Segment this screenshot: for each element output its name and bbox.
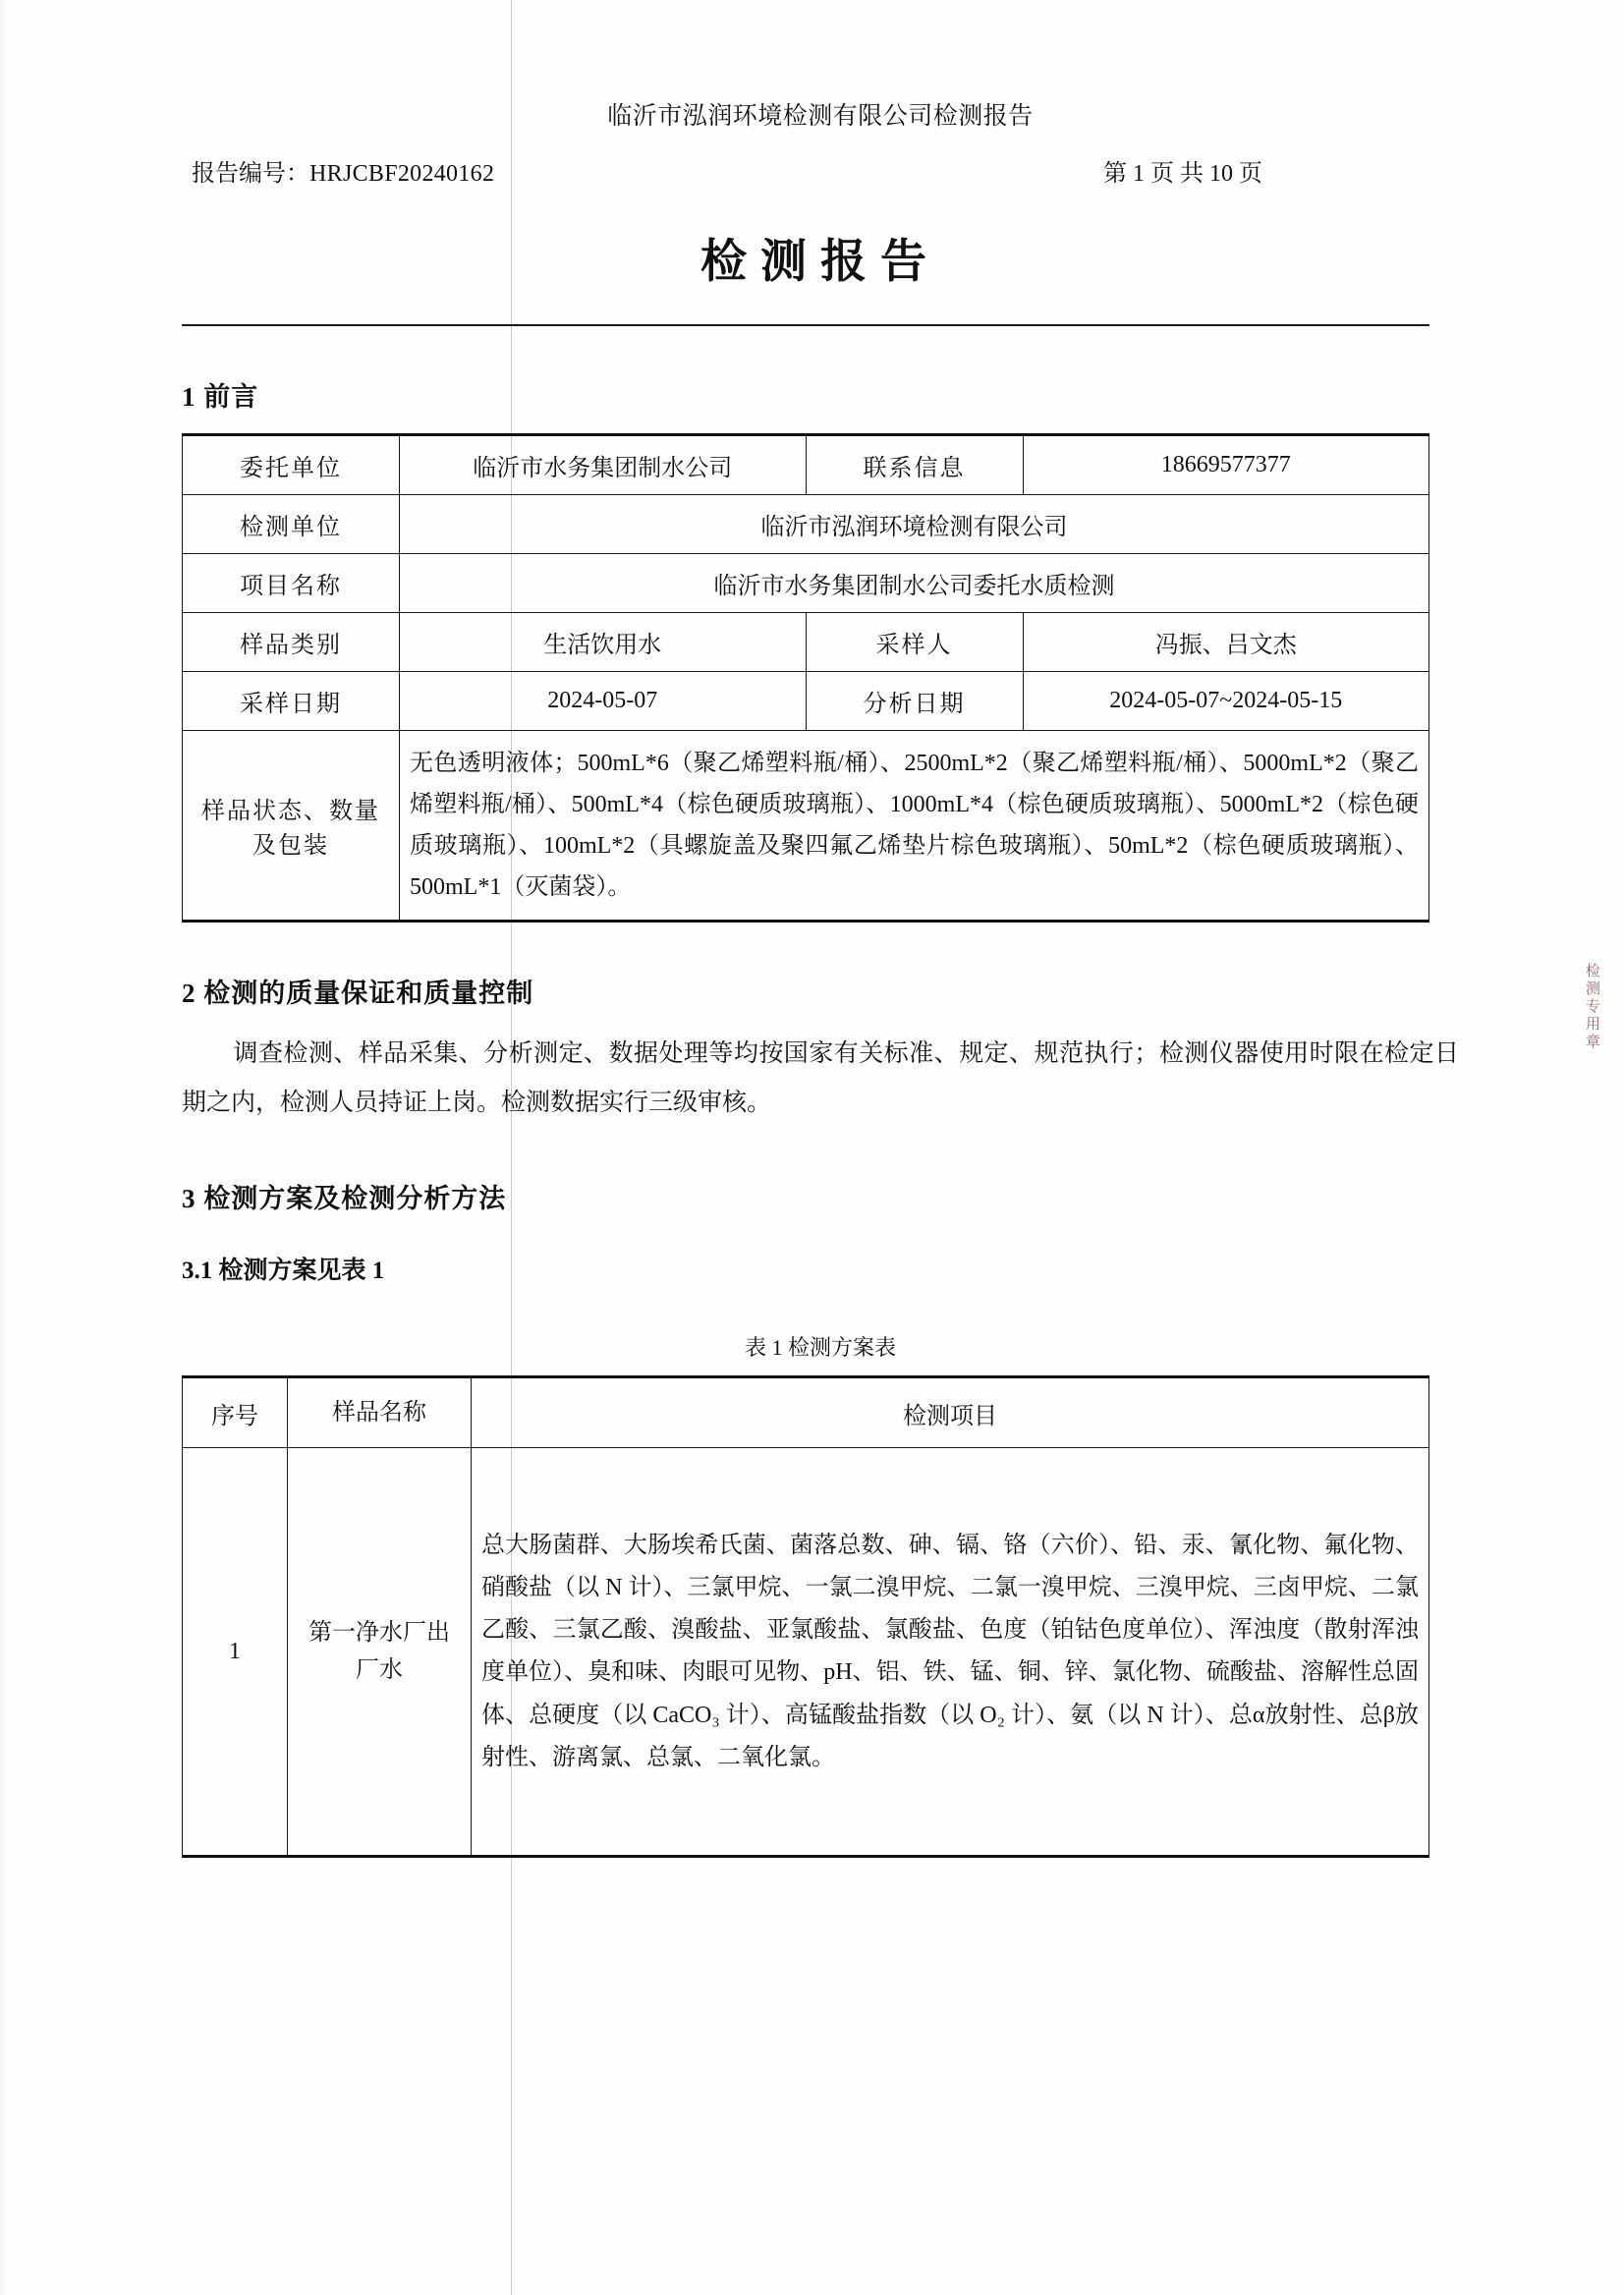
report-number-block — [192, 153, 494, 188]
info-value-sample-type: 生活饮用水 — [400, 613, 807, 672]
info-label-analysis-date: 分析日期 — [806, 672, 1023, 731]
subsection-heading-plan-table: 3.1 检测方案见表 1 — [182, 1258, 385, 1284]
info-value-contact: 18669577377 — [1023, 435, 1429, 495]
info-label-sample-status: 样品状态、数量及包装 — [183, 731, 400, 922]
qa-paragraph-text: 调查检测、样品采集、分析测定、数据处理等均按国家有关标准、规定、规范执行；检测仪器使用时限在检定日期之内，检测人员持证上岗。检测数据实行三级审核。 — [182, 1040, 1459, 1116]
section-heading-plan: 3 检测方案及检测分析方法 — [182, 1184, 507, 1213]
table-header-row — [183, 1377, 1429, 1448]
plan-table — [182, 1375, 1429, 1858]
table-row — [183, 495, 1429, 554]
page-title: 检测报告 — [700, 237, 940, 288]
plan-cell-no: 1 — [183, 1448, 288, 1857]
info-label-contact: 联系信息 — [806, 435, 1023, 495]
table-row — [183, 731, 1429, 922]
info-label-sampling-date: 采样日期 — [183, 672, 400, 731]
info-value-lab: 临沂市泓润环境检测有限公司 — [400, 495, 1429, 554]
report-number-value: HRJCBF20240162 — [309, 161, 495, 187]
header-row — [182, 153, 1459, 188]
plan-header-name: 样品名称 — [288, 1377, 472, 1448]
qa-paragraph — [182, 1030, 1459, 1128]
title-divider — [182, 324, 1429, 326]
table-row — [183, 672, 1429, 731]
plan-header-no: 序号 — [183, 1377, 288, 1448]
stamp-watermark: 检测专用章 — [1584, 963, 1599, 1051]
table-row — [183, 613, 1429, 672]
plan-table-caption: 表 1 检测方案表 — [744, 1335, 896, 1360]
info-value-analysis-date: 2024-05-07~2024-05-15 — [1023, 672, 1429, 731]
info-value-sampling-date: 2024-05-07 — [400, 672, 807, 731]
info-label-client: 委托单位 — [183, 435, 400, 495]
scan-edge — [0, 0, 8, 2295]
plan-cell-name: 第一净水厂出厂水 — [288, 1448, 472, 1857]
info-label-sampler: 采样人 — [806, 613, 1023, 672]
info-table — [182, 433, 1429, 923]
info-label-project: 项目名称 — [183, 554, 400, 613]
info-label-lab: 检测单位 — [183, 495, 400, 554]
table-row — [183, 435, 1429, 495]
section-heading-preface: 1 前言 — [182, 382, 259, 412]
header-company-line: 临沂市泓润环境检测有限公司检测报告 — [607, 103, 1034, 130]
section-heading-qa: 2 检测的质量保证和质量控制 — [182, 979, 534, 1008]
info-value-project: 临沂市水务集团制水公司委托水质检测 — [400, 554, 1429, 613]
info-value-client: 临沂市水务集团制水公司 — [400, 435, 807, 495]
info-label-sample-type: 样品类别 — [183, 613, 400, 672]
page-indicator: 第 1 页 共 10 页 — [1103, 161, 1262, 187]
table-row — [183, 1448, 1429, 1857]
plan-header-items: 检测项目 — [472, 1377, 1429, 1448]
plan-cell-items: 总大肠菌群、大肠埃希氏菌、菌落总数、砷、镉、铬（六价）、铅、汞、氰化物、氟化物、硝酸盐（以 N 计）、三氯甲烷、一氯二溴甲烷、二氯一溴甲烷、三溴甲烷、三卤甲烷、二氯乙酸、三氯乙酸、溴酸盐、亚氯酸盐、氯酸盐、色度（铂钴色度单位）、浑浊度（散射浑浊度单位）、臭和味、肉眼可见物、pH、铝、铁、锰、铜、锌、氯化物、硫酸盐、溶解性总固体、总硬度（以 CaCO₃ 计）、高锰酸盐指数（以 O₂ 计）、氨（以 N 计）、总α放射性、总β放射性、游离氯、总氯、二氧化氯。 — [472, 1448, 1429, 1857]
info-value-sampler: 冯振、吕文杰 — [1023, 613, 1429, 672]
table-row — [183, 554, 1429, 613]
page-content — [182, 0, 1459, 1858]
info-value-sample-status: 无色透明液体；500mL*6（聚乙烯塑料瓶/桶）、2500mL*2（聚乙烯塑料瓶/桶）、5000mL*2（聚乙烯塑料瓶/桶）、500mL*4（棕色硬质玻璃瓶）、1000mL*4（棕色硬质玻璃瓶）、5000mL*2（棕色硬质玻璃瓶）、100mL*2（具螺旋盖及聚四氟乙烯垫片棕色玻璃瓶）、50mL*2（棕色硬质玻璃瓶）、500mL*1（灭菌袋）。 — [400, 731, 1429, 922]
report-number-label: 报告编号： — [192, 161, 309, 187]
